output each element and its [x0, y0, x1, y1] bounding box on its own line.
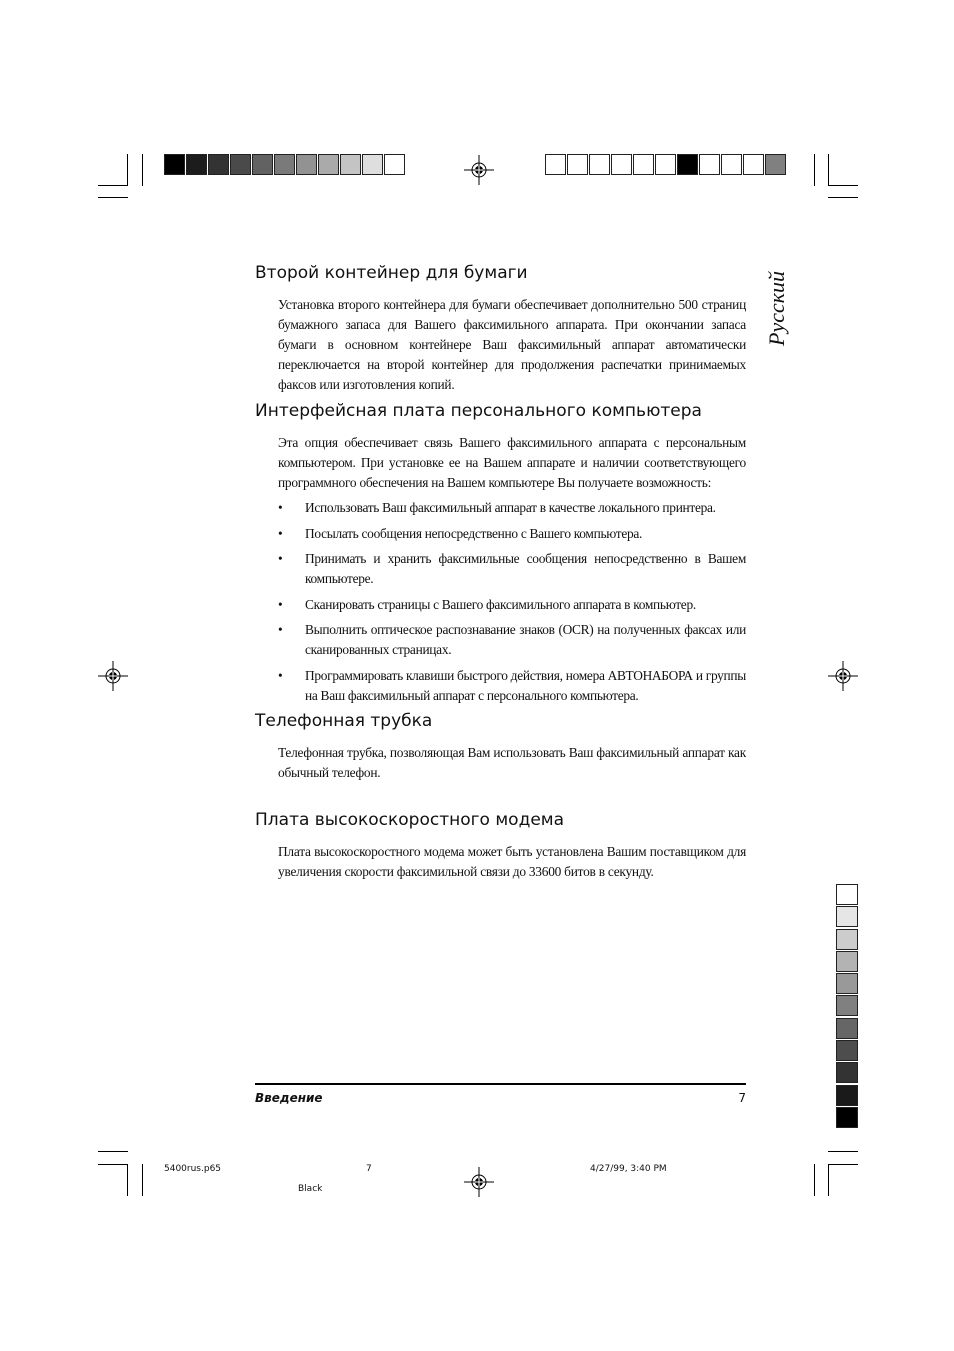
color-swatch [164, 154, 185, 175]
color-swatch [836, 1062, 858, 1083]
section-text-pc-interface: Эта опция обеспечивает связь Вашего факсимильного аппарата с персональным компьютером. При установке ее на Вашем аппарате и наличии соответствующего программного обеспечения на Вашем компьютере Вы получаете возможность: [278, 435, 746, 490]
color-swatch [186, 154, 207, 175]
footer-rule [255, 1083, 746, 1085]
slug-plate-color: Black [298, 1184, 323, 1194]
bullet-icon: • [278, 551, 283, 566]
color-swatch [721, 154, 742, 175]
color-swatch [274, 154, 295, 175]
section-title-pc-interface: Интерфейсная плата персонального компьютера [255, 401, 702, 421]
list-item: • Принимать и хранить факсимильные сообщения непосредственно в Вашем компьютере. [278, 551, 746, 586]
footer-chapter-title: Введение [255, 1091, 323, 1105]
color-swatch [836, 1085, 858, 1106]
color-swatch [836, 1107, 858, 1128]
color-swatch [765, 154, 786, 175]
side-grayscale-bar [836, 884, 858, 1129]
language-label: Русский [764, 270, 789, 346]
color-swatch [836, 1018, 858, 1039]
color-swatch [252, 154, 273, 175]
section-title-handset: Телефонная трубка [255, 711, 433, 731]
color-swatch [836, 995, 858, 1016]
registration-mark-icon [98, 661, 128, 691]
color-swatch [318, 154, 339, 175]
color-swatch [743, 154, 764, 175]
section-title-paper-tray: Второй контейнер для бумаги [255, 263, 528, 283]
bullet-icon: • [278, 500, 283, 515]
registration-mark-icon [464, 1167, 494, 1197]
list-item: • Сканировать страницы с Вашего факсимильного аппарата в компьютер. [278, 595, 746, 615]
color-swatch [677, 154, 698, 175]
color-swatch [633, 154, 654, 175]
color-swatch [230, 154, 251, 175]
list-item: • Посылать сообщения непосредственно с Вашего компьютера. [278, 524, 746, 544]
color-swatch [208, 154, 229, 175]
grayscale-color-bar [164, 154, 406, 175]
slug-timestamp: 4/27/99, 3:40 PM [590, 1164, 667, 1174]
color-swatch [836, 951, 858, 972]
list-item: • Выполнить оптическое распознавание знаков (OCR) на полученных факсах или сканированных страницах. [278, 622, 746, 657]
registration-mark-icon [464, 155, 494, 185]
list-item: • Использовать Ваш факсимильный аппарат в качестве локального принтера. [278, 498, 746, 518]
section-text-paper-tray: Установка второго контейнера для бумаги обеспечивает дополнительно 500 страниц бумажного запаса для Вашего факсимильного аппарата. При окончании запаса бумаги в основном контейнере Ваш факсимильный аппарат автоматически переключается на второй контейнер для продолжения распечатки принимаемых факсов или изготовления копий. [278, 297, 746, 392]
list-item: • Программировать клавиши быстрого действия, номера АВТОНАБОРА и группы на Ваш факсимильный аппарат с персонального компьютера. [278, 667, 746, 703]
color-swatch [611, 154, 632, 175]
color-swatch [655, 154, 676, 175]
pc-interface-feature-list [278, 498, 746, 706]
color-swatch [545, 154, 566, 175]
color-swatch [836, 884, 858, 905]
color-swatch [296, 154, 317, 175]
color-swatch [836, 906, 858, 927]
color-swatch [836, 929, 858, 950]
section-text-handset: Телефонная трубка, позволяющая Вам использовать Ваш факсимильный аппарат как обычный телефон. [278, 745, 746, 780]
bullet-icon: • [278, 596, 283, 612]
footer-page-number: 7 [738, 1091, 746, 1105]
bullet-icon: • [278, 667, 283, 683]
bullet-icon: • [278, 525, 283, 541]
registration-mark-icon [828, 661, 858, 691]
section-text-modem-board: Плата высокоскоростного модема может быть установлена Вашим поставщиком для увеличения скорости факсимильной связи до 33600 битов в секунду. [278, 844, 746, 879]
slug-file-name: 5400rus.p65 [164, 1164, 222, 1174]
color-swatch [836, 973, 858, 994]
color-swatch [699, 154, 720, 175]
slug-page-number: 7 [366, 1164, 372, 1174]
bullet-icon: • [278, 622, 283, 637]
color-swatch [836, 1040, 858, 1061]
density-color-bar [545, 154, 787, 175]
color-swatch [340, 154, 361, 175]
section-title-modem-board: Плата высокоскоростного модема [255, 810, 565, 830]
color-swatch [362, 154, 383, 175]
color-swatch [384, 154, 405, 175]
color-swatch [567, 154, 588, 175]
color-swatch [589, 154, 610, 175]
